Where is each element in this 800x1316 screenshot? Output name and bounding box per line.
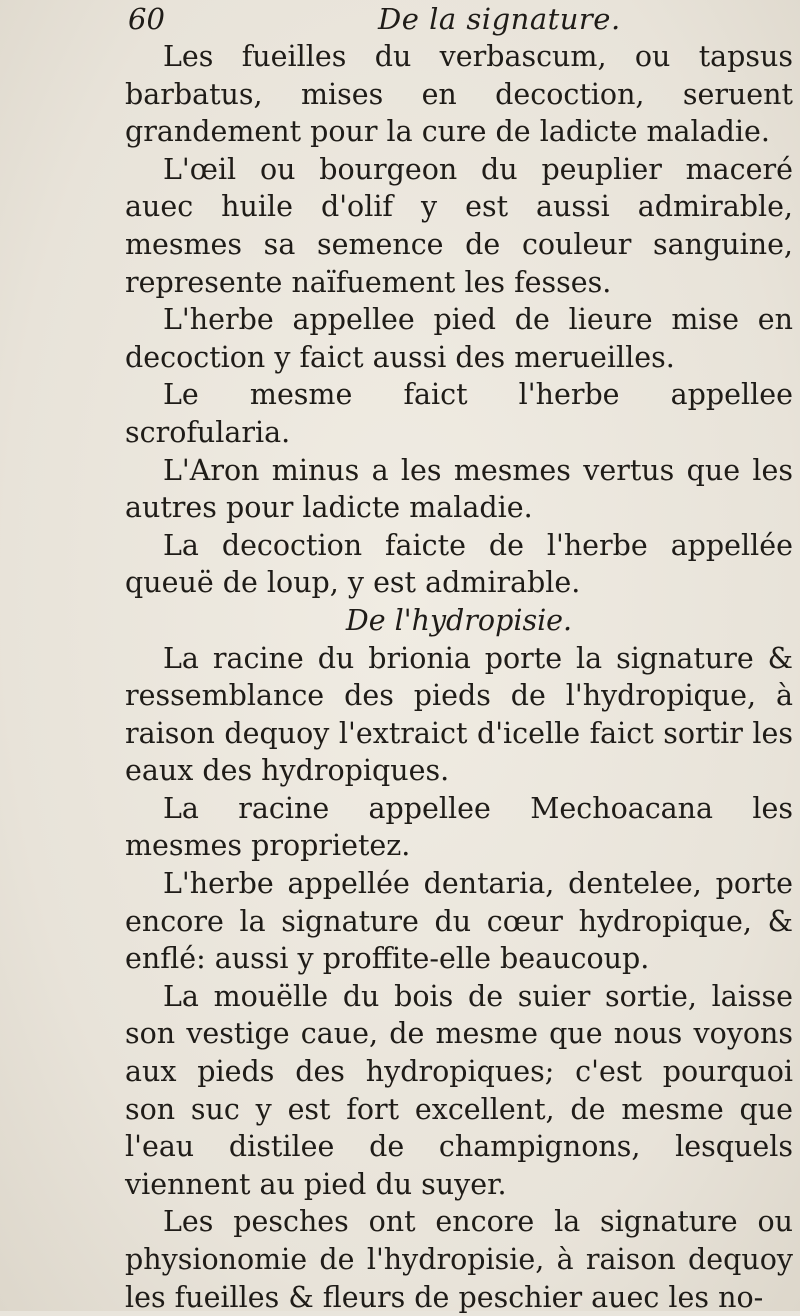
body-text [125,38,793,1316]
section-title: De l'hydropisie. [345,603,573,637]
paragraph-pesches: Les pesches ont encore la signature ou physionomie de l'hydropisie, à raison dequoy les fueilles & fleurs de peschier auec les no- [125,1205,793,1314]
paragraph-pied-de-lieure: L'herbe appellee pied de lieure mise en decoction y faict aussi des merueilles. [125,303,793,374]
paragraph-queue-de-loup: La decoction faicte de l'herbe appellée queuë de loup, y est admirable. [125,528,793,600]
paragraph-peuplier: L'œil ou bourgeon du peuplier maceré auec huile d'olif y est aussi admirable, mesmes sa semence de couleur sanguine, represente naïfuement les fesses. [125,152,793,299]
paragraph-dentaria: L'herbe appellée dentaria, dentelee, porte encore la signature du cœur hydropique, & enflé: aussi y proffite-elle beaucoup. [125,867,793,976]
paragraph-scrofularia: Le mesme faict l'herbe appellee scrofularia. [125,378,793,449]
paragraph-aron-minus: L'Aron minus a les mesmes vertus que les autres pour ladicte maladie. [125,453,793,525]
paragraph-brionia: La racine du brionia porte la signature & ressemblance des pieds de l'hydropique, à raison dequoy l'extraict d'icelle faict sortir les eaux des hydropiques. [125,641,793,788]
paragraph-mechoacana: La racine appellee Mechoacana les mesmes proprietez. [125,791,793,863]
paragraph-suier: La mouëlle du bois de suier sortie, laisse son vestige caue, de mesme que nous voyons aux pieds des hydropiques; c'est pourquoi son suc y est fort excellent, de mesme que l'eau distilee de champignons, lesquels viennent au pied du suyer. [125,979,793,1201]
page-number: 60 [128,2,165,36]
paragraph-verbascum: Les fueilles du verbascum, ou tapsus barbatus, mises en decoction, seruent grandement pour la cure de ladicte maladie. [125,40,793,149]
page-header [0,0,800,40]
running-head: De la signature. [378,2,621,36]
